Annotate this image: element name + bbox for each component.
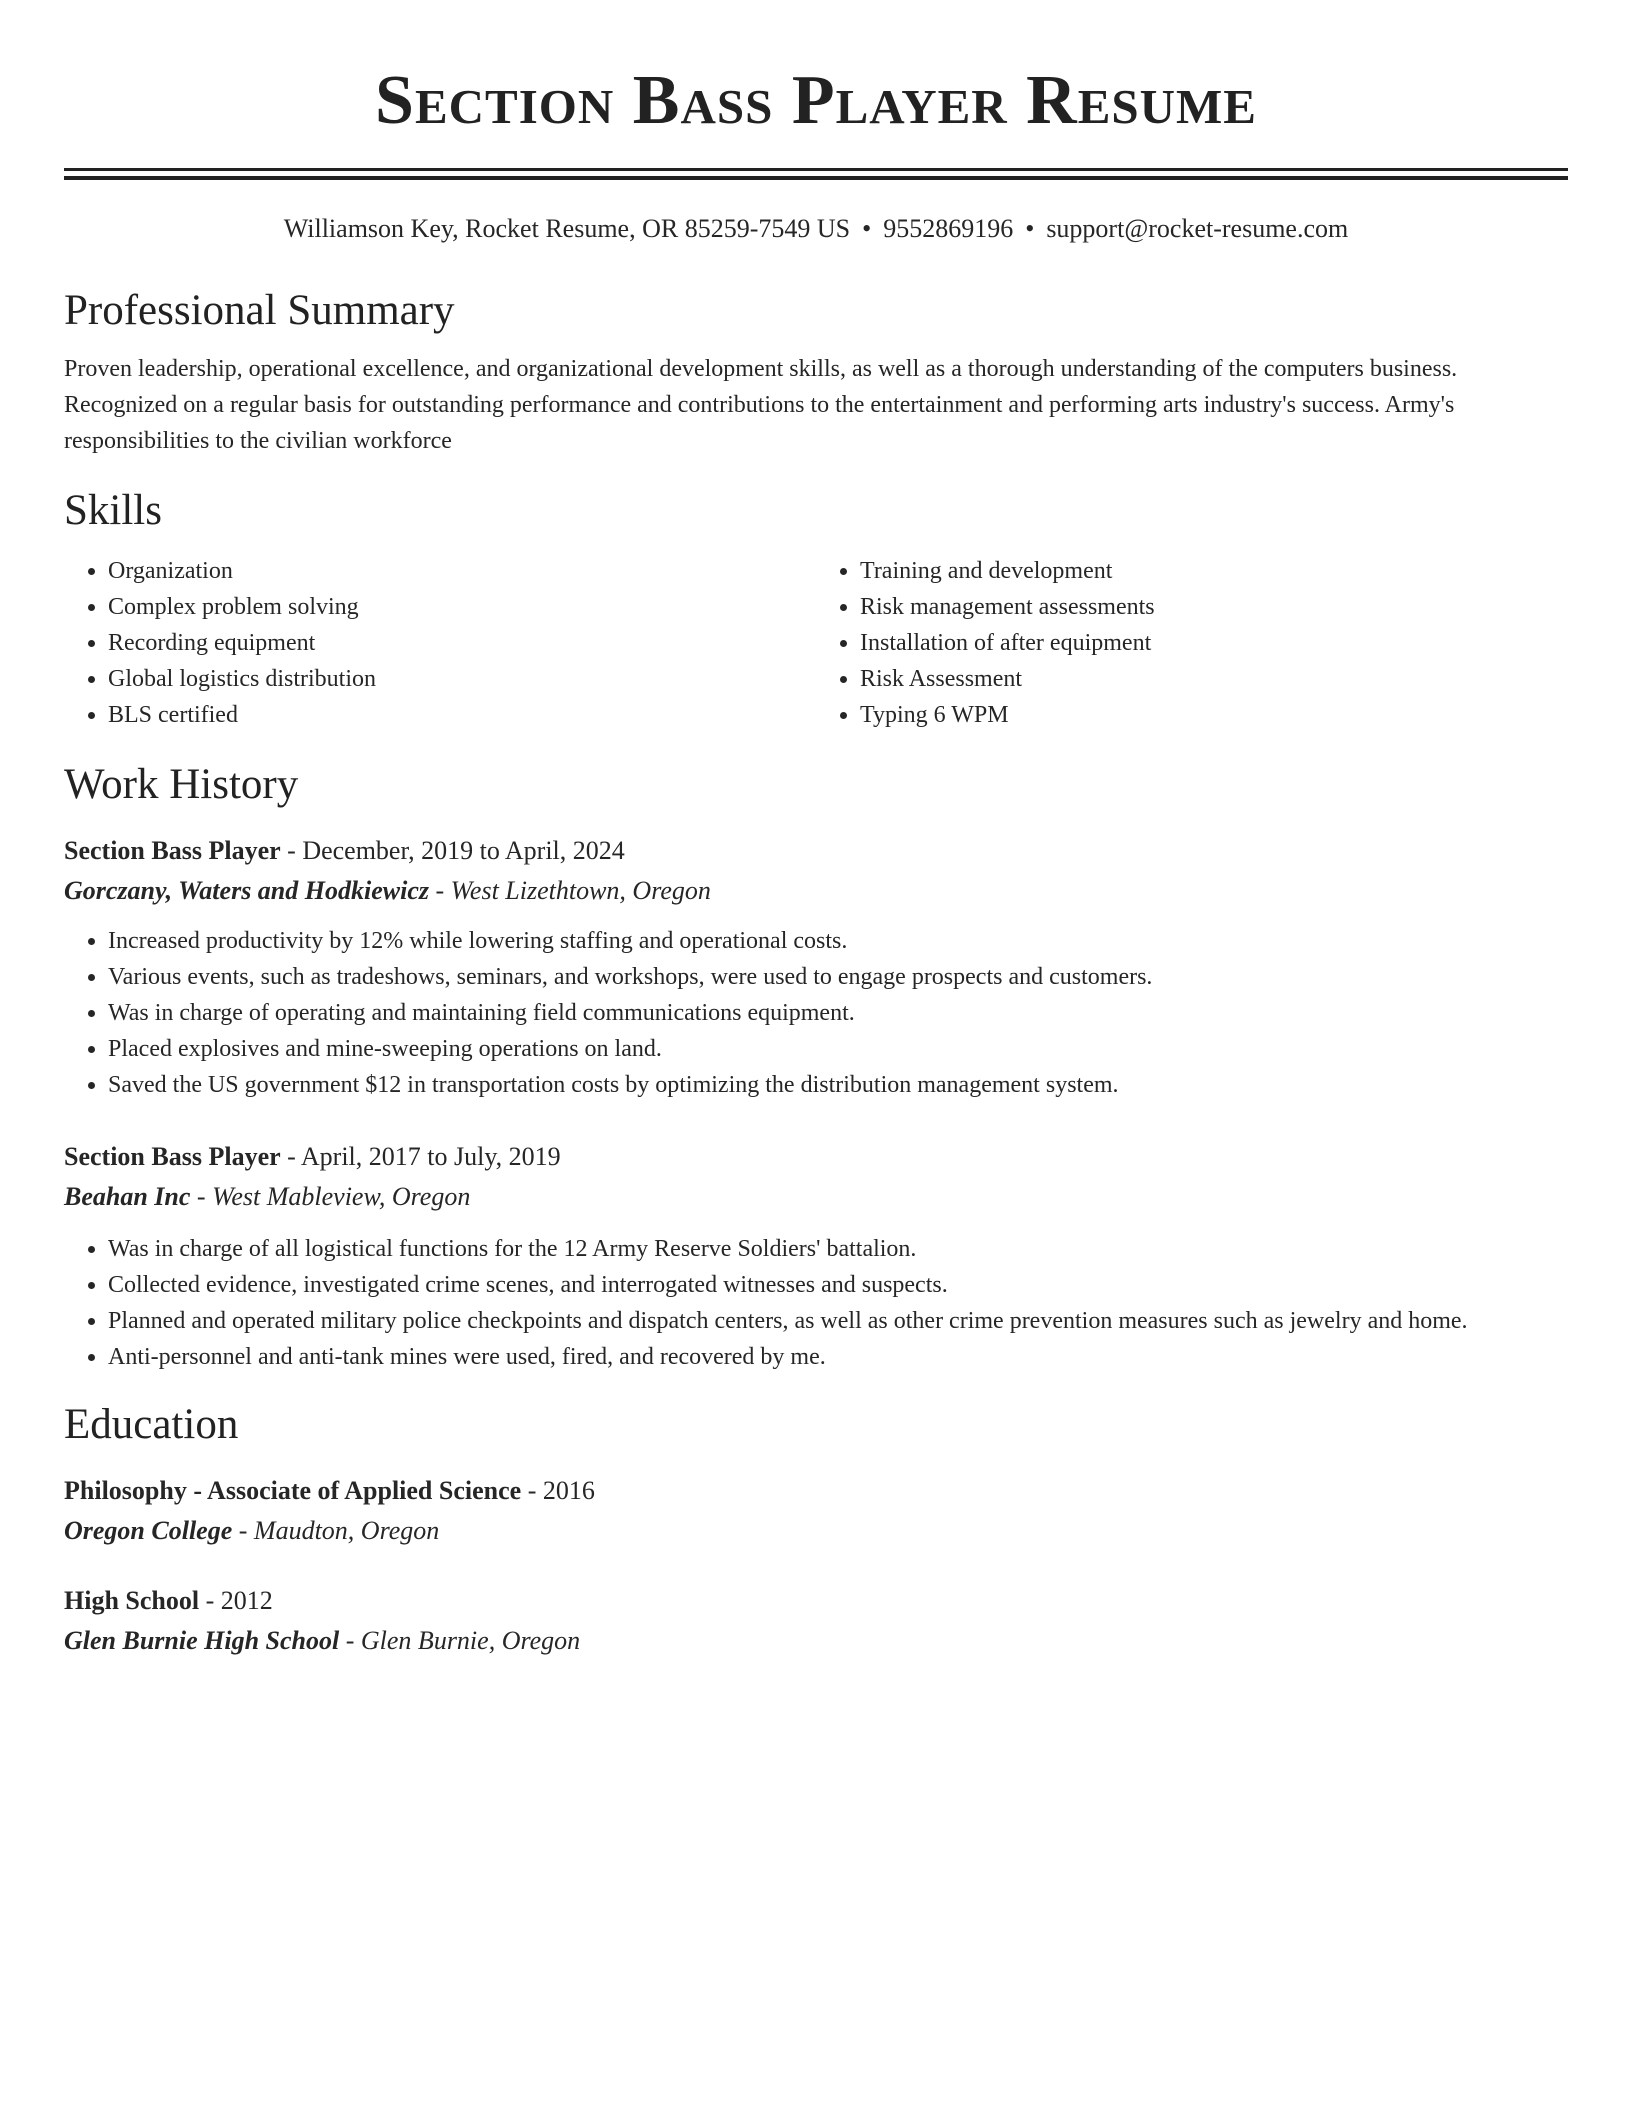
job-entry xyxy=(64,1137,1568,1375)
education-year: - 2012 xyxy=(199,1586,273,1615)
skill-item: • Risk management assessments xyxy=(860,589,1568,625)
contact-email: support@rocket-resume.com xyxy=(1046,214,1349,243)
skill-item: • Organization xyxy=(108,553,816,589)
job-dates: - April, 2017 to July, 2019 xyxy=(280,1142,561,1171)
skills-heading: Skills xyxy=(64,487,162,534)
skills-column-right xyxy=(816,553,1568,733)
education-school-line xyxy=(64,1511,1568,1551)
job-dates: - December, 2019 to April, 2024 xyxy=(280,836,625,865)
skill-item: • Complex problem solving xyxy=(108,589,816,625)
skill-item: • Training and development xyxy=(860,553,1568,589)
education-location: - Maudton, Oregon xyxy=(232,1516,440,1545)
job-title: Section Bass Player xyxy=(64,1142,281,1171)
job-company-line xyxy=(64,871,1568,911)
job-bullet: • Was in charge of all logistical functions for the 12 Army Reserve Soldiers' battalion. xyxy=(108,1231,1568,1267)
education-degree: Philosophy - Associate of Applied Science xyxy=(64,1476,522,1505)
summary-heading: Professional Summary xyxy=(64,287,455,334)
job-bullet: • Increased productivity by 12% while lowering staffing and operational costs. xyxy=(108,923,1568,959)
education-location: - Glen Burnie, Oregon xyxy=(339,1626,581,1655)
work-history-heading: Work History xyxy=(64,761,299,808)
job-bullet: • Was in charge of operating and maintaining field communications equipment. xyxy=(108,995,1568,1031)
education-heading: Education xyxy=(64,1401,239,1448)
job-bullet: • Saved the US government $12 in transportation costs by optimizing the distribution management system. xyxy=(108,1067,1568,1103)
skill-item: • Global logistics distribution xyxy=(108,661,816,697)
skills-column-left xyxy=(64,553,816,733)
education-school-line xyxy=(64,1621,1568,1661)
contact-address: Williamson Key, Rocket Resume, OR 85259-7549 US xyxy=(283,214,851,243)
job-bullet: • Anti-personnel and anti-tank mines were used, fired, and recovered by me. xyxy=(108,1339,1568,1375)
job-company: Beahan Inc xyxy=(64,1182,191,1211)
skill-item: • Recording equipment xyxy=(108,625,816,661)
education-degree: High School xyxy=(64,1586,200,1615)
job-entry xyxy=(64,831,1568,1103)
resume-title: Section Bass Player Resume xyxy=(375,62,1257,139)
education-entry xyxy=(64,1471,1568,1551)
job-title-line xyxy=(64,831,1568,871)
skill-item: • BLS certified xyxy=(108,697,816,733)
job-company-line xyxy=(64,1177,1568,1217)
contact-separator: • xyxy=(862,214,872,243)
education-school: Oregon College xyxy=(64,1516,233,1545)
job-bullet: • Collected evidence, investigated crime scenes, and interrogated witnesses and suspects. xyxy=(108,1267,1568,1303)
summary-text: Proven leadership, operational excellence, and organizational development skills, as well as a thorough understanding of the computers business. Recognized on a regular basis for outstanding performance and contributions to the entertainment and performing arts industry's success. Army's responsibilities to the civilian workforce xyxy=(64,356,1458,454)
job-bullets xyxy=(64,923,1568,1103)
job-bullet: • Planned and operated military police checkpoints and dispatch centers, as well as other crime prevention measures such as jewelry and home. xyxy=(108,1303,1568,1339)
education-entry xyxy=(64,1581,1568,1661)
job-bullet: • Placed explosives and mine-sweeping operations on land. xyxy=(108,1031,1568,1067)
education-degree-line xyxy=(64,1581,1568,1621)
contact-separator: • xyxy=(1025,214,1035,243)
education-school: Glen Burnie High School xyxy=(64,1626,340,1655)
title-divider-top xyxy=(64,168,1568,171)
job-title-line xyxy=(64,1137,1568,1177)
job-bullets xyxy=(64,1231,1568,1375)
skill-item: • Risk Assessment xyxy=(860,661,1568,697)
resume-page xyxy=(64,0,1568,1661)
skill-item: • Installation of after equipment xyxy=(860,625,1568,661)
education-year: - 2016 xyxy=(521,1476,595,1505)
contact-phone: 9552869196 xyxy=(883,214,1014,243)
education-degree-line xyxy=(64,1471,1568,1511)
job-company: Gorczany, Waters and Hodkiewicz xyxy=(64,876,429,905)
skills-list xyxy=(64,553,1568,733)
job-location: - West Mableview, Oregon xyxy=(190,1182,471,1211)
contact-line xyxy=(64,213,1568,245)
job-bullet: • Various events, such as tradeshows, seminars, and workshops, were used to engage prospects and customers. xyxy=(108,959,1568,995)
job-location: - West Lizethtown, Oregon xyxy=(428,876,711,905)
title-divider-bottom xyxy=(64,176,1568,180)
job-title: Section Bass Player xyxy=(64,836,281,865)
skill-item: • Typing 6 WPM xyxy=(860,697,1568,733)
